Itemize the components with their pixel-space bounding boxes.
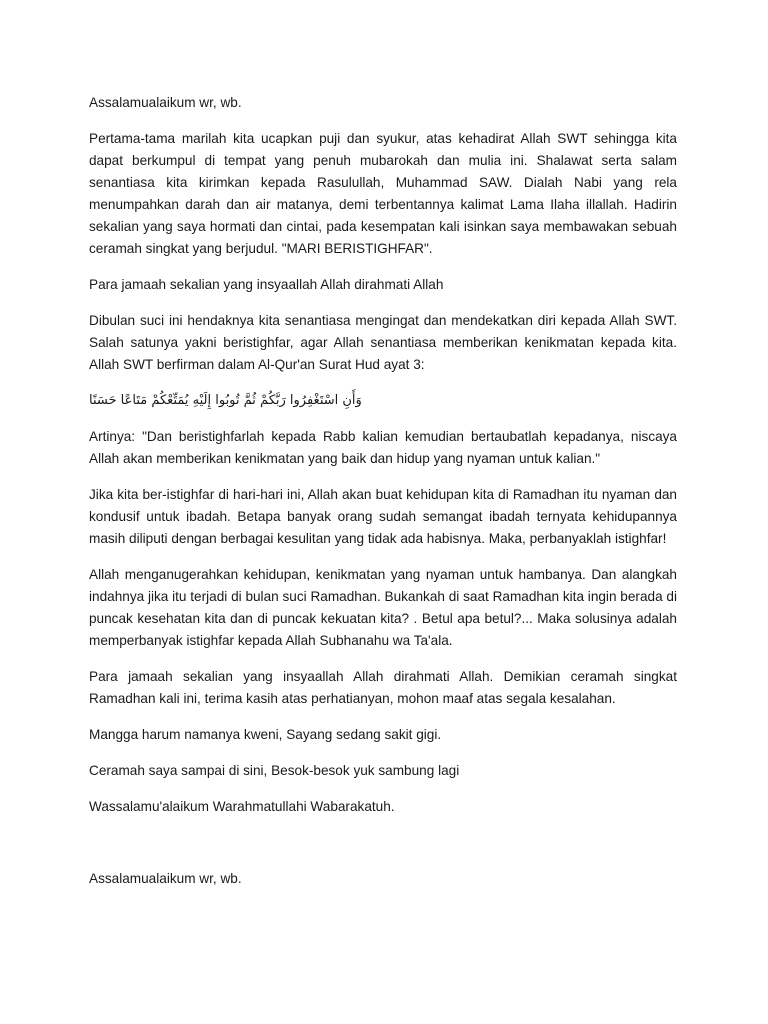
- paragraph-closing: Para jamaah sekalian yang insyaallah Allah dirahmati Allah. Demikian ceramah singkat Ramadhan kali ini, terima kasih atas perhatianyan, mohon maaf atas segala kesalahan.: [89, 669, 677, 706]
- paragraph-blessing: Allah menganugerahkan kehidupan, kenikmatan yang nyaman untuk hambanya. Dan alangkah indahnya jika itu terjadi di bulan suci Ramadhan. Bukankah di saat Ramadhan kita ingin berada di puncak kesehatan kita dan di puncak kekuatan kita? . Betul apa betul?... Maka solusinya adalah memperbanyak istighfar kepada Allah Subhanahu wa Ta'ala.: [89, 567, 677, 648]
- closing-greeting: Assalamualaikum wr, wb.: [89, 871, 242, 886]
- paragraph-istighfar: Dibulan suci ini hendaknya kita senantiasa mengingat dan mendekatkan diri kepada Allah SWT. Salah satunya yakni beristighfar, agar Allah senantiasa memberikan kenikmatan kepada kita. Allah SWT berfirman dalam Al-Qur'an Surat Hud ayat 3:: [89, 313, 677, 372]
- paragraph-address: Para jamaah sekalian yang insyaallah Allah dirahmati Allah: [89, 277, 444, 292]
- paragraph-ramadhan: Jika kita ber-istighfar di hari-hari ini, Allah akan buat kehidupan kita di Ramadhan itu nyaman dan kondusif untuk ibadah. Betapa banyak orang sudah semangat ibadah ternyata kehidupannya masih diliputi dengan berbagai kesulitan yang tidak ada habisnya. Maka, perbanyaklah istighfar!: [89, 487, 677, 546]
- arabic-verse: وَأَنِ اسْتَغْفِرُوا رَبَّكُمْ ثُمَّ تُوبُوا إِلَيْهِ يُمَتِّعْكُمْ مَتَاعًا حَسَنًا: [89, 393, 362, 408]
- greeting: Assalamualaikum wr, wb.: [89, 95, 242, 110]
- paragraph-opening: Pertama-tama marilah kita ucapkan puji dan syukur, atas kehadirat Allah SWT sehingga kita dapat berkumpul di tempat yang penuh mubarokah dan mulia ini. Shalawat serta salam senantiasa kita kirimkan kepada Rasulullah, Muhammad SAW. Dialah Nabi yang rela menumpahkan darah dan air matanya, demi terbentannya kalimat Lama Ilaha illallah. Hadirin sekalian yang saya hormati dan cintai, pada kesempatan kali isinkan saya membawakan sebuah ceramah singkat yang berjudul. "MARI BERISTIGHFAR".: [89, 131, 677, 256]
- pantun-line-1: Mangga harum namanya kweni, Sayang sedang sakit gigi.: [89, 727, 442, 742]
- pantun-line-2: Ceramah saya sampai di sini, Besok-besok yuk sambung lagi: [89, 763, 460, 778]
- document-page: [89, 92, 677, 904]
- paragraph-translation: Artinya: "Dan beristighfarlah kepada Rabb kalian kemudian bertaubatlah kepadanya, niscaya Allah akan memberikan kenikmatan yang baik dan hidup yang nyaman untuk kalian.": [89, 429, 677, 466]
- farewell: Wassalamu'alaikum Warahmatullahi Wabarakatuh.: [89, 799, 395, 814]
